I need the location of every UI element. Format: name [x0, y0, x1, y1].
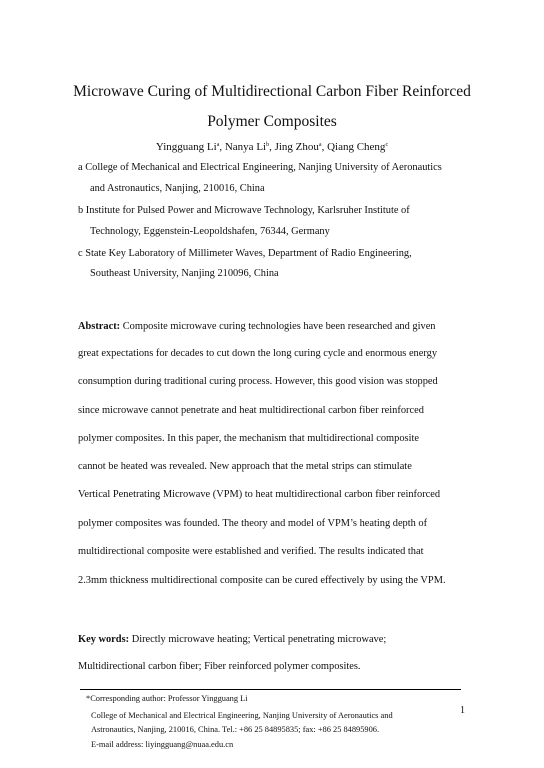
- author-list: [0, 141, 544, 153]
- author-name: Jing Zhou: [274, 141, 319, 153]
- abstract-line: polymer composites was founded. The theory and model of VPM’s heating depth of: [78, 518, 428, 529]
- author-affiliation-mark: c: [385, 142, 389, 148]
- abstract-label: Abstract:: [78, 321, 121, 332]
- affiliation-a-line-1: a College of Mechanical and Electrical Engineering, Nanjing University of Aeronautics: [78, 162, 442, 173]
- footnote-line: *Corresponding author: Professor Yingguang Li: [86, 694, 248, 703]
- keywords-line: [78, 634, 386, 645]
- abstract-line: consumption during traditional curing process. However, this good vision was stopped: [78, 376, 438, 387]
- paper-title-line-1: Microwave Curing of Multidirectional Carbon Fiber Reinforced: [73, 83, 471, 100]
- abstract-line: cannot be heated was revealed. New approach that the metal strips can stimulate: [78, 461, 412, 472]
- keywords-label: Key words:: [78, 634, 130, 645]
- footnote-line: E-mail address: liyingguang@nuaa.edu.cn: [91, 740, 234, 749]
- abstract-line: multidirectional composite were established and verified. The results indicated that: [78, 546, 424, 557]
- author-separator: ,: [219, 141, 225, 153]
- affiliation-c-line-2: Southeast University, Nanjing 210096, China: [90, 268, 279, 279]
- affiliation-b-line-2: Technology, Eggenstein-Leopoldshafen, 76344, Germany: [90, 226, 330, 237]
- affiliation-a-line-2: and Astronautics, Nanjing, 210016, China: [90, 183, 265, 194]
- footnote-line: Astronautics, Nanjing, 210016, China. Tel.: +86 25 84895835; fax: +86 25 84895906.: [91, 725, 380, 734]
- abstract-line: since microwave cannot penetrate and heat multidirectional carbon fiber reinforced: [78, 405, 424, 416]
- abstract-line: [78, 321, 436, 332]
- affiliation-b-line-1: b Institute for Pulsed Power and Microwave Technology, Karlsruher Institute of: [78, 205, 410, 216]
- footnote-line: College of Mechanical and Electrical Engineering, Nanjing University of Aeronautics and: [91, 711, 393, 720]
- author-affiliation-mark: a: [216, 142, 220, 148]
- keywords-line: Multidirectional carbon fiber; Fiber reinforced polymer composites.: [78, 661, 361, 672]
- author-affiliation-mark: a: [318, 142, 322, 148]
- page-number: 1: [460, 705, 465, 716]
- footnote-divider: [80, 689, 461, 690]
- abstract-line: great expectations for decades to cut down the long curing cycle and enormous energy: [78, 348, 438, 359]
- author-separator: ,: [321, 141, 328, 153]
- abstract-line: Vertical Penetrating Microwave (VPM) to heat multidirectional carbon fiber reinforced: [78, 489, 441, 500]
- author-name: Qiang Cheng: [327, 141, 386, 153]
- keywords-text: Directly microwave heating; Vertical penetrating microwave;: [129, 634, 387, 645]
- paper-title-line-2: Polymer Composites: [207, 113, 337, 130]
- abstract-line: 2.3mm thickness multidirectional composite can be cured effectively by using the VPM.: [78, 575, 446, 586]
- author-separator: ,: [269, 141, 275, 153]
- abstract-line: polymer composites. In this paper, the mechanism that multidirectional composite: [78, 433, 419, 444]
- affiliation-c-line-1: c State Key Laboratory of Millimeter Waves, Department of Radio Engineering,: [78, 248, 412, 259]
- abstract-text: Composite microwave curing technologies have been researched and given: [120, 321, 436, 332]
- author-affiliation-mark: b: [266, 142, 270, 148]
- author-name: Yingguang Li: [155, 141, 217, 153]
- author-name: Nanya Li: [224, 141, 267, 153]
